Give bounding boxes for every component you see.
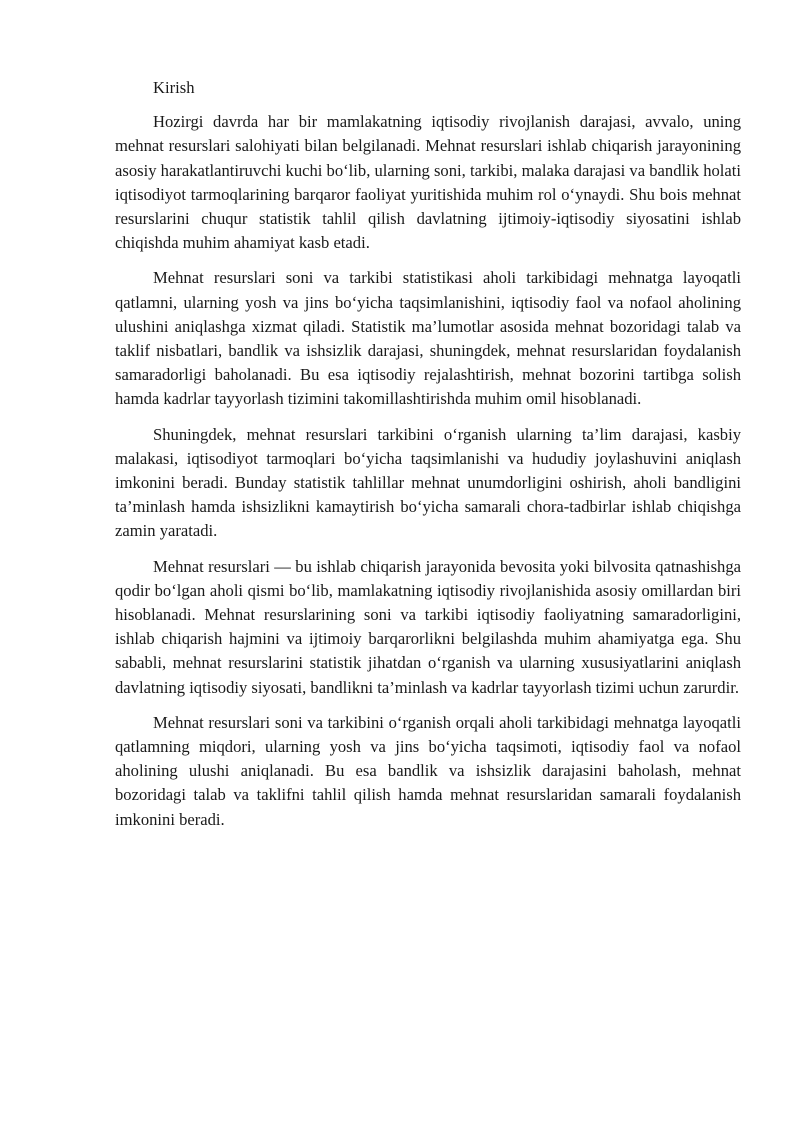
paragraph: Mehnat resurslari soni va tarkibi statistikasi aholi tarkibidagi mehnatga layoqatli qatlamni, ularning yosh va jins bo‘yicha taqsimlanishini, iqtisodiy faol va nofaol aholining ulushini aniqlashga xizmat qiladi. Statistik ma’lumotlar asosida mehnat bozoridagi talab va taklif nisbatlari, bandlik va ishsizlik darajasi, shuningdek, mehnat resurslaridan foydalanish samaradorligi baholanadi. Bu esa iqtisodiy rejalashtirish, mehnat bozorini tartibga solish hamda kadrlar tayyorlash tizimini takomillashtirishda muhim omil hisoblanadi. xyxy=(115,268,741,409)
paragraph: Hozirgi davrda har bir mamlakatning iqtisodiy rivojlanish darajasi, avvalo, uning mehnat resurslari salohiyati bilan belgilanadi. Mehnat resurslari ishlab chiqarish jarayonining asosiy harakatlantiruvchi kuchi bo‘lib, ularning soni, tarkibi, malaka darajasi va bandlik holati iqtisodiyot tarmoqlarining barqaror faoliyat yuritishida muhim rol o‘ynaydi. Shu bois mehnat resurslarini chuqur statistik tahlil qilish davlatning ijtimoiy-iqtisodiy siyosatini ishlab chiqishda muhim ahamiyat kasb etadi. xyxy=(115,112,741,253)
paragraph: Mehnat resurslari soni va tarkibini o‘rganish orqali aholi tarkibidagi mehnatga layoqatli qatlamning miqdori, ularning yosh va jins bo‘yicha taqsimoti, iqtisodiy faol va nofaol aholining ulushi aniqlanadi. Bu esa bandlik va ishsizlik darajasini baholash, mehnat bozoridagi talab va taklifni tahlil qilish hamda mehnat resurslaridan samarali foydalanish imkonini beradi. xyxy=(115,712,741,829)
section-heading: Kirish xyxy=(153,78,195,97)
paragraph: Shuningdek, mehnat resurslari tarkibini o‘rganish ularning ta’lim darajasi, kasbiy malakasi, iqtisodiyot tarmoqlari bo‘yicha taqsimlanishi va hududiy joylashuvini aniqlash imkonini beradi. Bunday statistik tahlillar mehnat unumdorligini oshirish, aholi bandligini ta’minlash hamda ishsizlikni kamaytirish bo‘yicha samarali chora-tadbirlar ishlab chiqishga zamin yaratadi. xyxy=(115,424,741,541)
paragraph: Mehnat resurslari — bu ishlab chiqarish jarayonida bevosita yoki bilvosita qatnashishga qodir bo‘lgan aholi qismi bo‘lib, mamlakatning iqtisodiy rivojlanishida asosiy omillardan biri hisoblanadi. Mehnat resurslarining soni va tarkibi iqtisodiy faoliyatning samaradorligini, ishlab chiqarish hajmini va ijtimoiy barqarorlikni belgilashda muhim ahamiyatga ega. Shu sababli, mehnat resurslarini statistik jihatdan o‘rganish va ularning xususiyatlarini aniqlash davlatning iqtisodiy siyosati, bandlikni ta’minlash va kadrlar tayyorlash tizimi uchun zarurdir. xyxy=(115,556,741,697)
document-body xyxy=(115,76,741,843)
